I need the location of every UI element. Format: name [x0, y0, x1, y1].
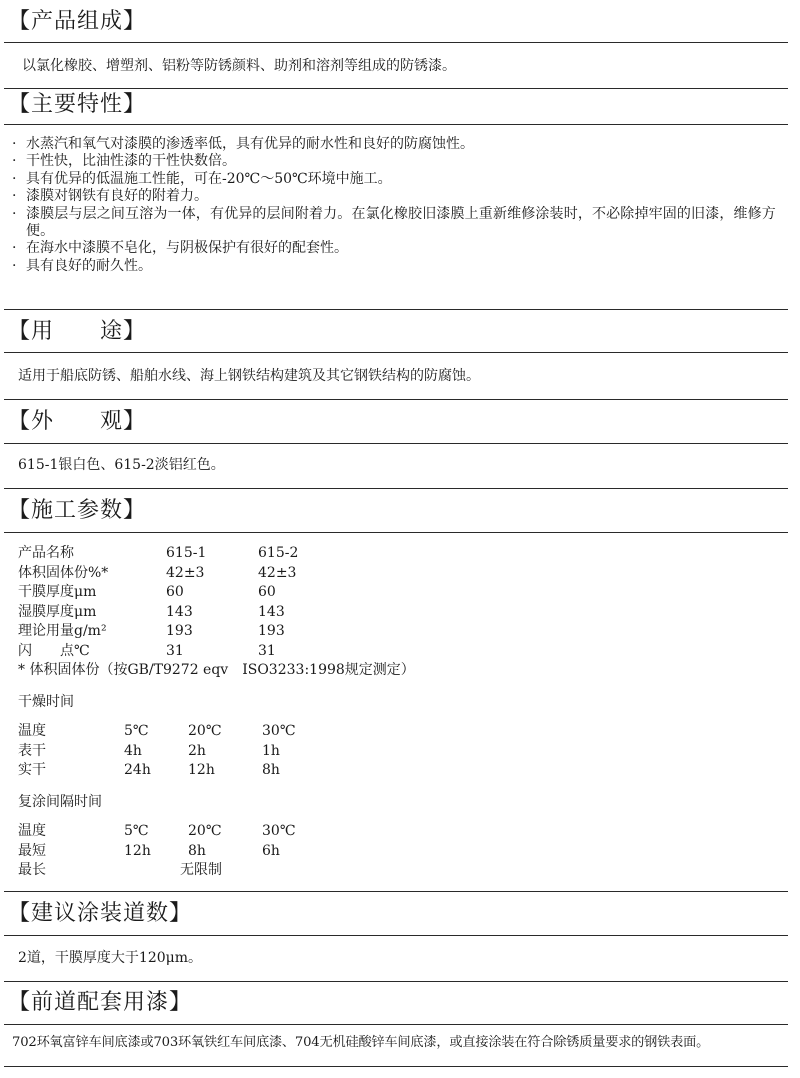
section-rule	[4, 42, 788, 43]
appearance-text: 615-1银白色、615-2淡铝红色。	[18, 457, 225, 473]
table-row	[18, 544, 415, 564]
table-cell: 体积固体份%*	[18, 564, 109, 581]
section-rule	[4, 532, 788, 533]
list-item: · 漆膜对钢铁有良好的附着力。	[12, 188, 792, 205]
table-cell: 温度	[18, 823, 46, 839]
table-cell: 4h	[124, 742, 142, 759]
table-cell: 615-1	[166, 545, 207, 561]
table-cell: 42±3	[258, 564, 297, 581]
table-cell: 最长	[18, 862, 46, 878]
table-cell: 闪 点℃	[18, 642, 90, 659]
list-item: · 干性快，比油性漆的干性快数倍。	[12, 153, 792, 170]
table-cell: 实干	[18, 762, 46, 778]
dry-time-title: 干燥时间	[18, 694, 74, 710]
section-rule	[4, 1066, 788, 1067]
table-cell: 温度	[18, 723, 46, 739]
section-rule	[4, 352, 788, 353]
recoat-interval-title: 复涂间隔时间	[18, 794, 102, 810]
table-cell: 12h	[188, 762, 215, 778]
table-cell: 31	[258, 642, 276, 659]
table-row	[18, 583, 415, 603]
table-cell: 8h	[262, 762, 280, 778]
table-row	[18, 742, 295, 762]
section-rule	[4, 935, 788, 936]
table-cell: 193	[258, 623, 285, 639]
list-item: · 漆膜层与层之间互溶为一体，有优异的层间附着力。在氯化橡胶旧漆膜上重新维修涂装时，不必除掉牢固的旧漆，维修方便。	[12, 206, 786, 241]
coats-text: 2道，干膜厚度大于120μm。	[18, 950, 203, 966]
table-cell: 最短	[18, 842, 46, 859]
table-cell: 31	[166, 642, 184, 659]
section-rule	[4, 309, 788, 310]
section-title-coats: 【建议涂装道数】	[8, 901, 193, 926]
footnote: * 体积固体份（按GB/T9272 eqv ISO3233:1998规定测定）	[18, 662, 415, 678]
table-row	[18, 622, 415, 642]
table-cell: 干膜厚度μm	[18, 584, 97, 600]
table-row	[18, 822, 295, 842]
section-rule	[4, 443, 788, 444]
table-row	[18, 642, 415, 662]
table-cell: 30℃	[262, 723, 296, 739]
params-table	[18, 544, 415, 681]
table-cell: 60	[166, 584, 184, 600]
table-cell: 5℃	[124, 823, 149, 839]
section-title-appearance: 【外 观】	[8, 409, 147, 434]
table-cell: 湿膜厚度μm	[18, 603, 97, 620]
section-rule	[4, 124, 788, 125]
table-cell: 无限制	[180, 862, 222, 878]
table-cell: 表干	[18, 742, 46, 759]
recoat-interval-table	[18, 822, 295, 881]
table-note	[18, 661, 415, 681]
table-row	[18, 603, 415, 623]
table-cell: 5℃	[124, 723, 149, 739]
list-item: · 具有良好的耐久性。	[12, 258, 792, 275]
section-title-params: 【施工参数】	[8, 498, 147, 523]
table-row	[18, 861, 295, 881]
table-cell: 60	[258, 584, 276, 600]
table-cell: 20℃	[188, 823, 222, 839]
usage-text: 适用于船底防锈、船舶水线、海上钢铁结构建筑及其它钢铁结构的防腐蚀。	[18, 368, 480, 384]
table-cell: 143	[258, 603, 285, 620]
table-cell: 2h	[188, 742, 206, 759]
table-cell: 24h	[124, 762, 151, 778]
table-row	[18, 564, 415, 584]
table-row	[18, 722, 295, 742]
dry-time-table	[18, 722, 295, 781]
table-cell: 615-2	[258, 545, 299, 561]
list-item: · 水蒸汽和氧气对漆膜的渗透率低，具有优异的耐水性和良好的防腐蚀性。	[12, 136, 792, 153]
section-rule	[4, 399, 788, 400]
table-cell: 30℃	[262, 823, 296, 839]
section-title-features: 【主要特性】	[8, 92, 147, 117]
section-rule	[4, 488, 788, 489]
table-cell: 产品名称	[18, 545, 74, 561]
table-cell: 8h	[188, 842, 206, 859]
features-list	[12, 136, 792, 275]
table-cell: 1h	[262, 742, 280, 759]
section-title-usage: 【用 途】	[8, 319, 147, 344]
table-cell: 193	[166, 623, 193, 639]
list-item: · 在海水中漆膜不皂化，与阴极保护有很好的配套性。	[12, 240, 792, 257]
primer-text: 702环氧富锌车间底漆或703环氧铁红车间底漆、704无机硅酸锌车间底漆，或直接涂装在符合除锈质量要求的钢铁表面。	[12, 1035, 710, 1050]
table-cell: 20℃	[188, 723, 222, 739]
table-cell: 42±3	[166, 564, 205, 581]
section-rule	[4, 88, 788, 89]
section-title-composition: 【产品组成】	[8, 9, 147, 34]
section-rule	[4, 891, 788, 892]
table-row	[18, 761, 295, 781]
section-title-primer: 【前道配套用漆】	[8, 990, 193, 1015]
list-item: · 具有优异的低温施工性能，可在-20℃～50℃环境中施工。	[12, 171, 792, 188]
composition-text: 以氯化橡胶、增塑剂、铝粉等防锈颜料、助剂和溶剂等组成的防锈漆。	[22, 58, 456, 74]
section-rule	[4, 981, 788, 982]
table-cell: 143	[166, 603, 193, 620]
section-rule	[4, 1024, 788, 1025]
table-cell: 理论用量g/m²	[18, 623, 107, 639]
table-cell: 6h	[262, 842, 280, 859]
table-row	[18, 842, 295, 862]
table-cell: 12h	[124, 842, 151, 859]
